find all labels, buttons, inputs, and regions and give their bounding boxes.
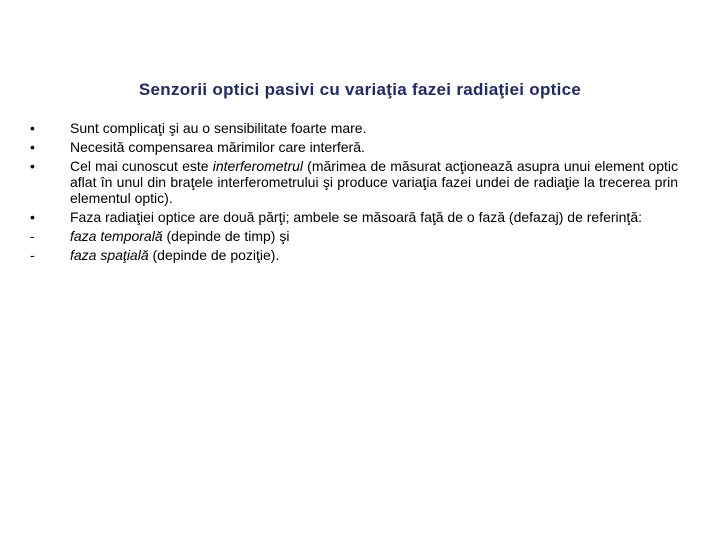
list-item [28,247,678,263]
bullet-text-italic: faza temporală [70,228,163,244]
bullet-text-start: Cel mai cunoscut este [70,158,213,174]
list-item [28,209,678,225]
list-item [28,139,678,155]
bullet-text-italic: faza spaţială [70,247,149,263]
list-item [28,228,678,244]
dash-marker: - [30,228,35,244]
bullet-text: Faza radiaţiei optice are două părţi; ambele se măsoară faţă de o fază (defazaj) de referinţă: [70,209,642,225]
slide-title: Senzorii optici pasivi cu variaţia fazei radiaţiei optice [138,80,582,99]
bullet-text [70,228,678,244]
list-item [28,120,678,136]
bullet-text [70,247,678,263]
bullet-text-end: (depinde de timp) şi [162,228,290,244]
bullet-text-end: (depinde de poziţie). [148,247,280,263]
bullet-text: Necesită compensarea mărimilor care interferă. [70,139,365,155]
bullet-text-end: (mărimea de măsurat acţionează asupra unui element optic aflat în unul din braţele interferometrului şi produce variaţia fazei undei de radiaţie la trecerea prin elementul optic). [70,158,679,206]
bullet-marker: • [30,158,35,174]
bullet-text: Sunt complicaţi şi au o sensibilitate foarte mare. [70,120,367,136]
list-item [28,158,678,206]
bullet-text-italic: interferometrul [212,158,304,174]
bullet-marker: • [30,120,35,136]
bullet-list [28,120,678,266]
bullet-text [70,158,678,206]
bullet-marker: • [30,209,35,225]
bullet-marker: • [30,139,35,155]
dash-marker: - [30,247,35,263]
